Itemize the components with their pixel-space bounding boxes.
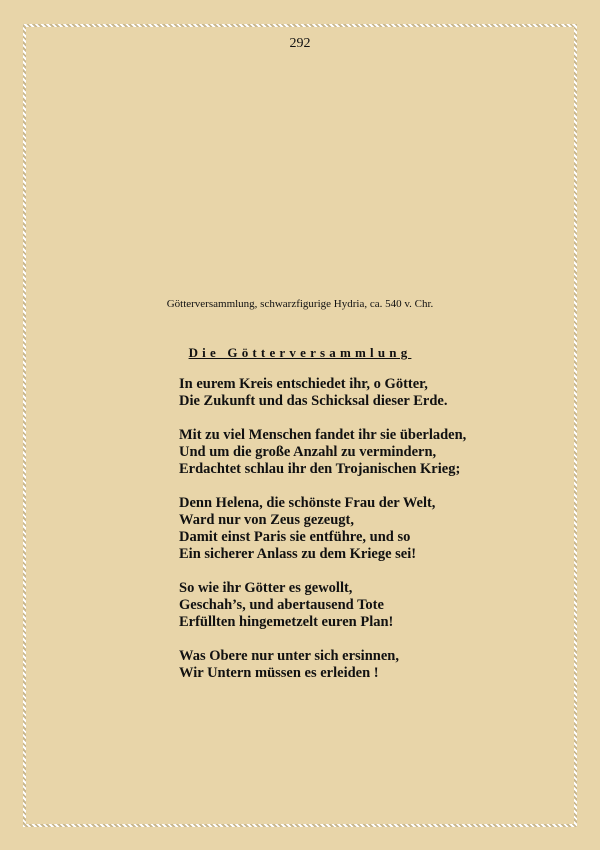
stanza: [179, 648, 559, 682]
poem-body: [179, 376, 559, 699]
poem-line: Denn Helena, die schönste Frau der Welt,: [179, 495, 436, 511]
image-caption: Götterversammlung, schwarzfigurige Hydria, ca. 540 v. Chr.: [166, 298, 434, 310]
stanza: [179, 495, 559, 563]
poem-line: So wie ihr Götter es gewollt,: [179, 580, 353, 596]
poem-title: Die Götterversammlung: [188, 345, 412, 360]
poem-line: Die Zukunft und das Schicksal dieser Erde.: [179, 393, 448, 409]
poem-line: Und um die große Anzahl zu vermindern,: [179, 444, 437, 460]
poem-line: Erdachtet schlau ihr den Trojanischen Krieg;: [179, 461, 461, 477]
poem-line: In eurem Kreis entschiedet ihr, o Götter,: [179, 376, 428, 392]
page-number: 292: [289, 36, 311, 51]
poem-line: Ein sicherer Anlass zu dem Kriege sei!: [179, 546, 417, 562]
poem-line: Geschah’s, und abertausend Tote: [179, 597, 384, 613]
poem-line: Wir Untern müssen es erleiden !: [179, 665, 379, 681]
poem-line: Mit zu viel Menschen fandet ihr sie überladen,: [179, 427, 467, 443]
poem-line: Ward nur von Zeus gezeugt,: [179, 512, 354, 528]
poem-line: Was Obere nur unter sich ersinnen,: [179, 648, 399, 664]
poem-line: Erfüllten hingemetzelt euren Plan!: [179, 614, 394, 630]
poem-line: Damit einst Paris sie entführe, und so: [179, 529, 411, 545]
stanza: [179, 580, 559, 631]
stanza: [179, 427, 559, 478]
stanza: [179, 376, 559, 410]
